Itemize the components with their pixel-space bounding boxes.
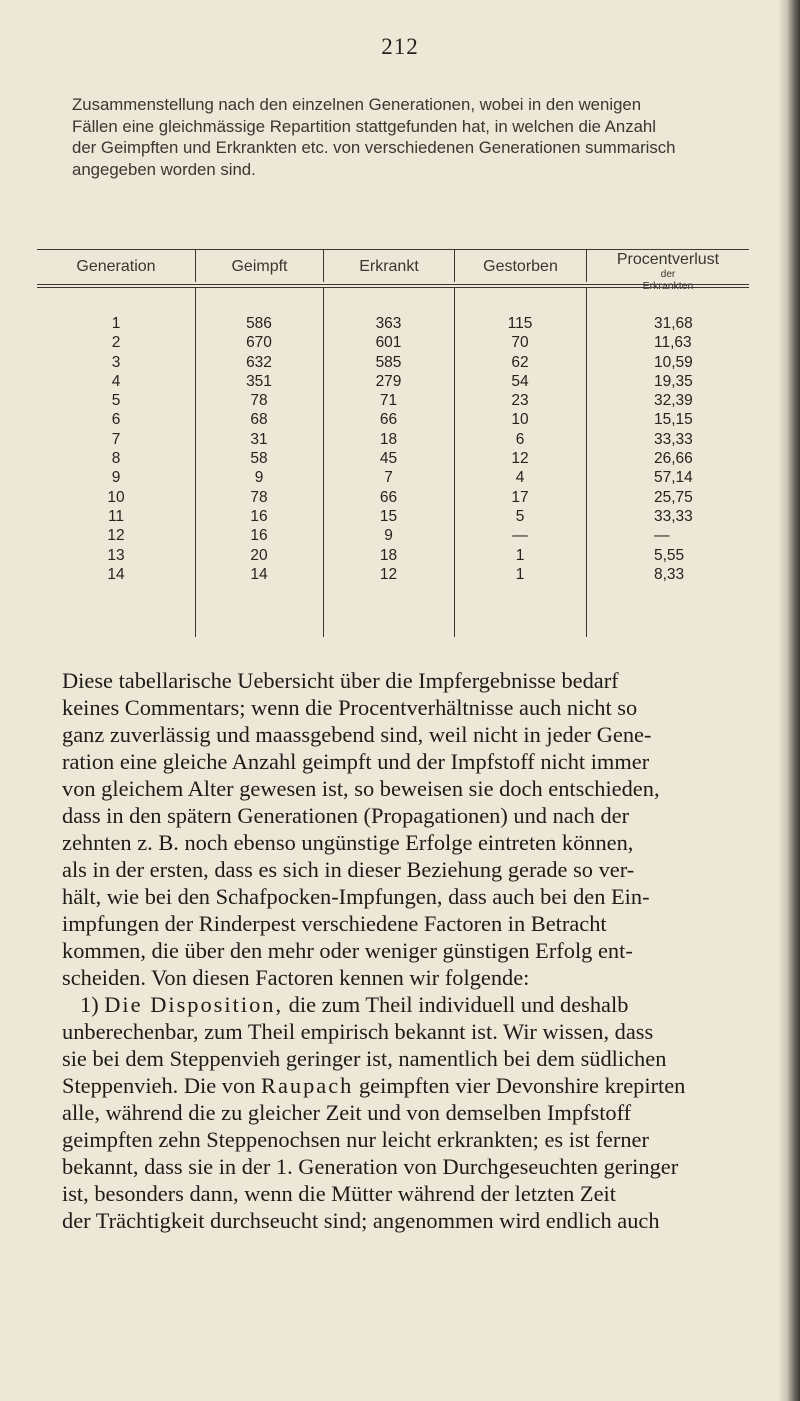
table-row bbox=[37, 314, 749, 333]
table-row bbox=[37, 526, 749, 545]
cell-verlust: 11,63 bbox=[654, 334, 692, 352]
generation-table bbox=[37, 249, 749, 637]
table-row bbox=[37, 391, 749, 410]
cell-generation: 5 bbox=[111, 392, 121, 410]
cell-verlust: 57,14 bbox=[654, 469, 693, 487]
cell-generation: 14 bbox=[107, 565, 125, 583]
cell-generation: 11 bbox=[107, 507, 125, 525]
cell-verlust: 33,33 bbox=[654, 507, 693, 525]
paragraph-line: ist, besonders dann, wenn die Mütter während der letzten Zeit bbox=[62, 1181, 616, 1206]
cell-geimpft: 78 bbox=[250, 392, 268, 410]
paragraph-line: als in der ersten, dass es sich in dieser Beziehung gerade so ver- bbox=[62, 857, 635, 882]
paragraph-line: unberechenbar, zum Theil empirisch bekannt ist. Wir wissen, dass bbox=[62, 1019, 654, 1044]
header-generation: Generation bbox=[76, 258, 156, 275]
table-row bbox=[37, 410, 749, 429]
cell-geimpft: 31 bbox=[250, 430, 268, 448]
table-row bbox=[37, 468, 749, 487]
cell-generation: 3 bbox=[111, 353, 121, 371]
cell-erkrankt: 66 bbox=[379, 488, 398, 506]
table-row bbox=[37, 372, 749, 391]
cell-gestorben: 62 bbox=[511, 353, 529, 371]
body-paragraph bbox=[62, 667, 762, 1234]
table-row bbox=[37, 488, 749, 507]
cell-erkrankt: 601 bbox=[375, 334, 402, 352]
paragraph-line: geimpften zehn Steppenochsen nur leicht erkrankten; es ist ferner bbox=[62, 1127, 649, 1152]
text-before-name: Steppenvieh. Die von bbox=[62, 1073, 256, 1098]
paragraph-line: ganz zuverlässig und maassgebend sind, weil nicht in jeder Gene- bbox=[62, 722, 652, 747]
cell-geimpft: 632 bbox=[246, 353, 272, 371]
cell-erkrankt: 7 bbox=[384, 469, 393, 487]
cell-verlust: 19,35 bbox=[654, 372, 693, 390]
paragraph-line: scheiden. Von diesen Factoren kennen wir folgende: bbox=[62, 965, 530, 990]
cell-geimpft: 16 bbox=[250, 507, 268, 525]
cell-gestorben: 6 bbox=[515, 430, 525, 448]
paragraph-line: keines Commentars; wenn die Procentverhältnisse auch nicht so bbox=[62, 695, 638, 720]
cell-gestorben: 1 bbox=[515, 565, 525, 583]
cell-geimpft: 68 bbox=[250, 411, 268, 429]
list-text: die zum Theil individuell und deshalb bbox=[288, 992, 629, 1017]
cell-erkrankt: 66 bbox=[379, 411, 398, 429]
header-procentverlust-erkrankten: Erkrankten bbox=[642, 280, 694, 292]
header-gestorben: Gestorben bbox=[454, 250, 586, 282]
cell-gestorben: 70 bbox=[511, 334, 529, 352]
header-procentverlust-main: Procentverlust bbox=[616, 251, 720, 268]
cell-verlust: 25,75 bbox=[654, 488, 693, 506]
cell-erkrankt: 363 bbox=[375, 315, 402, 332]
cell-verlust: 33,33 bbox=[654, 430, 693, 448]
intro-line: Fällen eine gleichmässige Repartition stattgefunden hat, in welchen die Anzahl bbox=[72, 116, 656, 136]
table-row bbox=[37, 507, 749, 526]
paragraph-line: der Trächtigkeit durchseucht sind; angenommen wird endlich auch bbox=[62, 1208, 660, 1233]
cell-geimpft: 14 bbox=[250, 565, 268, 583]
cell-erkrankt: 585 bbox=[375, 353, 402, 371]
header-erkrankt: Erkrankt bbox=[323, 250, 454, 282]
cell-gestorben: 10 bbox=[511, 411, 529, 429]
cell-geimpft: 16 bbox=[250, 527, 268, 545]
cell-generation: 7 bbox=[111, 430, 121, 448]
paragraph-line: dass in den spätern Generationen (Propagationen) und nach der bbox=[62, 803, 630, 828]
cell-erkrankt: 279 bbox=[375, 372, 402, 390]
cell-erkrankt: 15 bbox=[379, 507, 398, 525]
author-name-raupach: Raupach bbox=[261, 1073, 354, 1098]
intro-text bbox=[72, 94, 752, 180]
cell-generation: 6 bbox=[111, 411, 121, 429]
cell-generation: 12 bbox=[107, 527, 125, 545]
text-after-name: geimpften vier Devonshire krepirten bbox=[358, 1073, 686, 1098]
intro-line: angegeben worden sind. bbox=[72, 159, 256, 179]
cell-generation: 1 bbox=[111, 315, 121, 332]
paragraph-line: Diese tabellarische Uebersicht über die Impfergebnisse bedarf bbox=[62, 668, 619, 693]
paragraph-line: alle, während die zu gleicher Zeit und von demselben Impfstoff bbox=[62, 1100, 632, 1125]
paragraph-line: kommen, die über den mehr oder weniger günstigen Erfolg ent- bbox=[62, 938, 633, 963]
cell-geimpft: 58 bbox=[250, 450, 268, 468]
cell-verlust: — bbox=[654, 527, 670, 545]
cell-verlust: 10,59 bbox=[654, 353, 693, 371]
page-edge-shadow bbox=[778, 0, 800, 1401]
paragraph-line: impfungen der Rinderpest verschiedene Factoren in Betracht bbox=[62, 911, 607, 936]
table-header-row bbox=[37, 250, 749, 292]
paragraph-line: zehnten z. B. noch ebenso ungünstige Erfolge eintreten können, bbox=[62, 830, 634, 855]
cell-erkrankt: 9 bbox=[384, 527, 393, 545]
cell-geimpft: 351 bbox=[246, 372, 272, 390]
header-procentverlust-der: der bbox=[660, 269, 676, 280]
cell-gestorben: 115 bbox=[507, 315, 533, 332]
cell-verlust: 31,68 bbox=[654, 315, 693, 332]
cell-generation: 9 bbox=[111, 469, 121, 487]
cell-generation: 4 bbox=[111, 372, 121, 390]
intro-line: der Geimpften und Erkrankten etc. von verschiedenen Generationen summarisch bbox=[72, 138, 676, 157]
cell-verlust: 5,55 bbox=[654, 546, 685, 564]
cell-verlust: 26,66 bbox=[654, 450, 693, 468]
cell-gestorben: — bbox=[512, 527, 528, 545]
table-row bbox=[37, 546, 749, 565]
table-body bbox=[37, 288, 749, 637]
cell-verlust: 8,33 bbox=[654, 565, 685, 583]
cell-erkrankt: 71 bbox=[379, 392, 398, 410]
paragraph-line: sie bei dem Steppenvieh geringer ist, namentlich bei dem südlichen bbox=[62, 1046, 667, 1071]
cell-gestorben: 23 bbox=[511, 392, 529, 410]
cell-geimpft: 20 bbox=[250, 546, 268, 564]
table-rows bbox=[37, 314, 749, 584]
cell-verlust: 32,39 bbox=[654, 392, 693, 410]
cell-erkrankt: 18 bbox=[379, 430, 398, 448]
list-item-disposition bbox=[62, 991, 762, 1018]
header-geimpft: Geimpft bbox=[195, 250, 323, 282]
cell-generation: 2 bbox=[111, 334, 121, 352]
cell-generation: 13 bbox=[107, 546, 125, 564]
cell-generation: 8 bbox=[111, 450, 121, 468]
header-procentverlust bbox=[586, 250, 749, 292]
cell-erkrankt: 45 bbox=[379, 450, 398, 468]
cell-gestorben: 54 bbox=[511, 372, 529, 390]
paragraph-line: bekannt, dass sie in der 1. Generation von Durchgeseuchten geringer bbox=[62, 1154, 679, 1179]
paragraph-line-raupach bbox=[62, 1072, 762, 1099]
list-number: 1) bbox=[80, 992, 99, 1017]
cell-geimpft: 670 bbox=[246, 334, 272, 352]
paragraph-line: hält, wie bei den Schafpocken-Impfungen, dass auch bei den Ein- bbox=[62, 884, 650, 909]
table-row bbox=[37, 449, 749, 468]
cell-gestorben: 17 bbox=[511, 488, 529, 506]
paragraph-line: von gleichem Alter gewesen ist, so beweisen sie doch entschieden, bbox=[62, 776, 660, 801]
page-number: 212 bbox=[381, 34, 419, 59]
cell-geimpft: 78 bbox=[250, 488, 268, 506]
table-row bbox=[37, 430, 749, 449]
cell-geimpft: 586 bbox=[246, 315, 272, 332]
table-row bbox=[37, 565, 749, 584]
cell-geimpft: 9 bbox=[254, 469, 264, 487]
cell-gestorben: 5 bbox=[515, 507, 525, 525]
cell-generation: 10 bbox=[107, 488, 125, 506]
cell-gestorben: 1 bbox=[515, 546, 525, 564]
cell-erkrankt: 18 bbox=[379, 546, 398, 564]
cell-verlust: 15,15 bbox=[654, 411, 693, 429]
list-term: Die Disposition, bbox=[104, 992, 284, 1017]
intro-line: Zusammenstellung nach den einzelnen Generationen, wobei in den wenigen bbox=[72, 95, 642, 114]
paragraph-line: ration eine gleiche Anzahl geimpft und der Impfstoff nicht immer bbox=[62, 749, 650, 774]
cell-gestorben: 4 bbox=[515, 469, 525, 487]
cell-gestorben: 12 bbox=[511, 450, 529, 468]
table-row bbox=[37, 353, 749, 372]
cell-erkrankt: 12 bbox=[379, 565, 398, 583]
table-row bbox=[37, 333, 749, 352]
